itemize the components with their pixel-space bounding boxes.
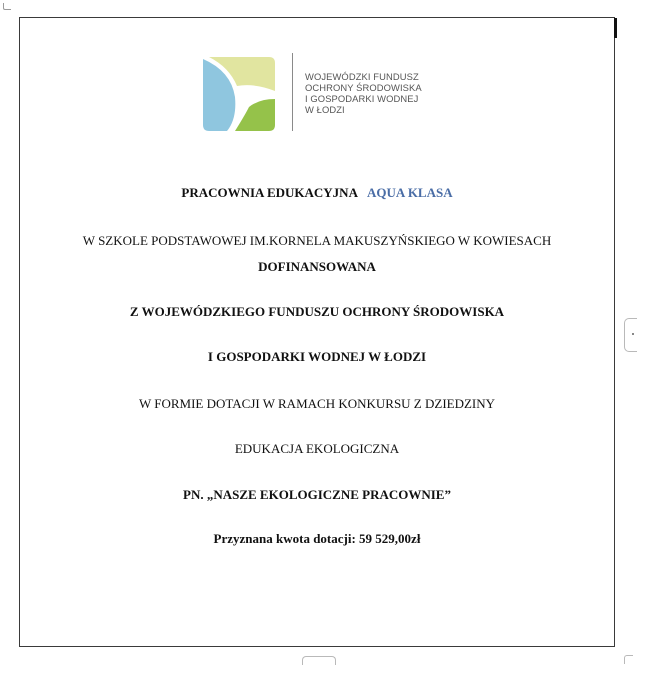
document-title	[19, 185, 615, 201]
field-line: EDUKACJA EKOLOGICZNA	[234, 441, 400, 456]
school-line: W SZKOLE PODSTAWOWEJ IM.KORNELA MAKUSZYŃSKIEGO W KOWIESACH	[82, 233, 552, 248]
fund-name-line: WOJEWÓDZKI FUNDUSZ	[305, 71, 419, 82]
logo-divider	[292, 53, 293, 131]
fund-logo-icon	[199, 55, 277, 131]
contest-line: PN. „NASZE EKOLOGICZNE PRACOWNIE”	[183, 487, 451, 502]
fund-line-2: I GOSPODARKI WODNEJ W ŁODZI	[207, 349, 427, 364]
side-resize-handle[interactable]	[624, 318, 637, 352]
form-line: W FORMIE DOTACJI W RAMACH KONKURSU Z DZIEDZINY	[138, 396, 496, 411]
funded-line: DOFINANSOWANA	[258, 259, 376, 274]
wfosigw-logo	[181, 53, 441, 133]
corner-resize-handle[interactable]	[624, 655, 633, 664]
corner-marker	[3, 3, 11, 10]
fund-name-line: OCHRONY ŚRODOWISKA	[305, 82, 422, 93]
fund-name	[305, 71, 445, 115]
title-accent: AQUA KLASA	[367, 185, 453, 200]
fund-name-line: W ŁODZI	[305, 104, 345, 115]
fund-line-1: Z WOJEWÓDZKIEGO FUNDUSZU OCHRONY ŚRODOWISKA	[129, 304, 505, 319]
fund-name-line: I GOSPODARKI WODNEJ	[305, 93, 419, 104]
amount-line: Przyznana kwota dotacji: 59 529,00zł	[213, 531, 421, 546]
title-prefix: PRACOWNIA EDUKACYJNA	[181, 185, 358, 200]
page-edge-marker	[614, 18, 617, 38]
bottom-resize-handle[interactable]	[302, 656, 336, 665]
